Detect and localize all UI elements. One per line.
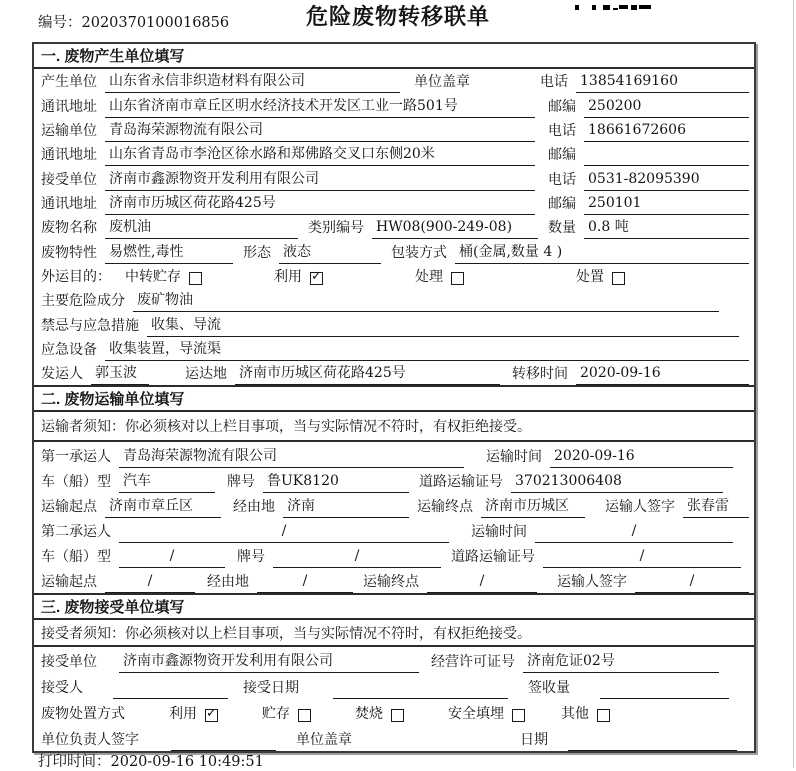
form-row — [34, 215, 754, 239]
producer-address-label: 通讯地址 — [41, 98, 97, 115]
producer-phone-value: 13854169160 — [576, 73, 749, 93]
second-carrier-value: / — [119, 523, 449, 543]
vehicle-type-label: 车（船）型 — [41, 473, 111, 490]
transport-phone-value: 18661672606 — [584, 122, 749, 142]
second-origin-value: / — [105, 573, 195, 593]
destination-label: 运达地 — [185, 366, 227, 383]
checkmark-icon: ✓ — [311, 269, 322, 285]
document-number-value: 2020370100016856 — [81, 15, 230, 31]
disposal-storage-checkbox — [298, 709, 311, 722]
second-vehicle-type-value: / — [119, 548, 225, 568]
form-row — [34, 699, 754, 725]
utilize-label: 利用 — [274, 269, 302, 286]
dispose-label: 处置 — [576, 269, 604, 286]
second-road-permit-label: 道路运输证号 — [451, 548, 535, 565]
waste-name-label: 废物名称 — [41, 220, 97, 237]
receive-postcode-label: 邮编 — [548, 196, 576, 213]
document-title: 危险废物转移联单 — [305, 4, 490, 29]
transfer-form-table — [32, 42, 756, 753]
form-row — [34, 493, 754, 518]
disposal-utilize-checkbox — [205, 705, 218, 722]
receive-phone-value: 0531-82095390 — [584, 171, 749, 191]
section-transporter — [34, 385, 754, 593]
producer-unit-value: 山东省永信非织造材料有限公司 — [105, 73, 400, 93]
transport-unit-label: 运输单位 — [41, 123, 97, 140]
license-number-value: 济南危证02号 — [523, 653, 719, 673]
date-label: 日期 — [520, 731, 548, 748]
form-row — [34, 142, 754, 166]
transfer-date-value: 2020-09-16 — [576, 365, 749, 385]
terminus-label: 运输终点 — [417, 498, 473, 515]
outbound-purpose-label: 外运目的： — [41, 269, 111, 286]
destination-value: 济南市历城区荷花路425号 — [235, 365, 500, 385]
form-row — [34, 312, 754, 336]
transit-storage-label: 中转贮存 — [125, 269, 181, 286]
receive-unit-label: 接受单位 — [41, 171, 97, 188]
origin-value: 济南市章丘区 — [105, 498, 221, 518]
waste-property-value: 易燃性,毒性 — [105, 244, 233, 264]
section-producer-header: 一. 废物产生单位填写 — [34, 44, 754, 69]
second-transporter-signature-value: / — [635, 573, 749, 593]
license-number-label: 经营许可证号 — [431, 653, 515, 670]
section-transporter-note: 运输者须知：你必须核对以上栏目事项，当与实际情况不符时，有权拒绝接受。 — [34, 412, 754, 442]
checkmark-icon: ✓ — [206, 705, 217, 721]
form-label: 形态 — [243, 244, 271, 261]
transporter-signature-value: 张春雷 — [683, 498, 749, 518]
responsible-signature-label: 单位负责人签字 — [41, 731, 139, 748]
road-permit-label: 道路运输证号 — [419, 473, 503, 490]
receive-postcode-value: 250101 — [584, 195, 749, 215]
transport-date-label: 运输时间 — [486, 448, 542, 465]
packaging-value: 桶(金属,数量 4 ) — [455, 244, 749, 264]
section-receiver — [34, 593, 754, 751]
terminus-value: 济南市历城区 — [481, 498, 585, 518]
transport-postcode-label: 邮编 — [548, 147, 576, 164]
origin-label: 运输起点 — [41, 498, 97, 515]
second-terminus-value: / — [427, 573, 537, 593]
receive-phone-label: 电话 — [548, 171, 576, 188]
disposal-other-checkbox — [597, 709, 610, 722]
form-row — [34, 191, 754, 215]
transporter-signature-label: 运输人签字 — [605, 498, 675, 515]
receive-unit-value: 济南市鑫源物资开发利用有限公司 — [105, 171, 535, 191]
form-row — [34, 543, 754, 568]
form-row — [34, 442, 754, 467]
producer-postcode-label: 邮编 — [548, 98, 576, 115]
qr-code-fragment — [575, 0, 651, 10]
second-carrier-label: 第二承运人 — [41, 523, 111, 540]
producer-postcode-value: 250200 — [584, 98, 749, 118]
received-amount-value — [600, 679, 729, 699]
disposal-incinerate-checkbox — [391, 709, 404, 722]
dispose-checkbox — [612, 272, 625, 285]
disposal-landfill-checkbox — [512, 709, 525, 722]
form-row — [34, 673, 754, 699]
disposal-utilize-label: 利用 — [169, 705, 197, 722]
form-row — [34, 647, 754, 673]
form-row — [34, 725, 754, 751]
category-code-value: HW08(900-249-08) — [372, 219, 538, 239]
date-value — [568, 731, 737, 751]
print-time-value: 2020-09-16 10:49:51 — [110, 754, 264, 770]
producer-address-value: 山东省济南市章丘区明水经济技术开发区工业一路501号 — [105, 98, 535, 118]
section-transporter-header: 二. 废物运输单位填写 — [34, 387, 754, 412]
form-row — [34, 69, 754, 93]
second-via-label: 经由地 — [207, 574, 249, 591]
receiving-unit-value: 济南市鑫源物资开发利用有限公司 — [119, 653, 419, 673]
first-carrier-label: 第一承运人 — [41, 448, 111, 465]
category-code-label: 类别编号 — [308, 220, 364, 237]
utilize-checkbox — [310, 269, 323, 285]
disposal-other-label: 其他 — [561, 705, 589, 722]
form-row — [34, 337, 754, 361]
second-plate-number-label: 牌号 — [237, 548, 265, 565]
transport-unit-value: 青岛海荣源物流有限公司 — [105, 122, 535, 142]
disposal-method-label: 废物处置方式 — [41, 705, 125, 722]
print-time-label: 打印时间： — [38, 754, 111, 770]
waste-name-value: 废机油 — [105, 219, 298, 239]
first-carrier-value: 青岛海荣源物流有限公司 — [119, 448, 464, 468]
emergency-measures-value: 收集、导流 — [147, 317, 739, 337]
second-terminus-label: 运输终点 — [363, 574, 419, 591]
main-hazard-value: 废矿物油 — [133, 292, 719, 312]
receiver-unit-seal-label: 单位盖章 — [296, 731, 352, 748]
road-permit-value: 370213006408 — [511, 473, 723, 493]
second-via-value: / — [257, 573, 353, 593]
receive-address-label: 通讯地址 — [41, 196, 97, 213]
consignor-value: 郭玉波 — [91, 365, 149, 385]
via-label: 经由地 — [233, 498, 275, 515]
form-row — [34, 93, 754, 117]
receiving-unit-label: 接受单位 — [41, 653, 97, 670]
transport-date-value: 2020-09-16 — [550, 448, 733, 468]
form-row — [34, 264, 754, 288]
receive-date-label: 接受日期 — [243, 679, 299, 696]
form-row — [34, 288, 754, 312]
transport-phone-label: 电话 — [548, 123, 576, 140]
document-number-label: 编号： — [38, 15, 82, 31]
form-row — [34, 568, 754, 593]
receiver-person-value — [113, 679, 228, 699]
producer-unit-label: 产生单位 — [41, 74, 97, 91]
treat-label: 处理 — [415, 269, 443, 286]
plate-number-value: 鲁UK8120 — [263, 473, 409, 493]
transport-address-value: 山东省青岛市李沧区徐水路和郑佛路交叉口东侧20米 — [105, 146, 535, 166]
via-value: 济南 — [283, 498, 409, 518]
producer-phone-label: 电话 — [540, 74, 568, 91]
responsible-signature-value — [171, 731, 276, 751]
disposal-landfill-label: 安全填埋 — [448, 705, 504, 722]
unit-seal-label: 单位盖章 — [414, 74, 470, 91]
treat-checkbox — [451, 272, 464, 285]
form-row — [34, 166, 754, 190]
form-value: 液态 — [279, 244, 381, 264]
received-amount-label: 签收量 — [528, 679, 570, 696]
form-row — [34, 361, 754, 385]
section-receiver-note: 接受者须知：你必须核对以上栏目事项，当与实际情况不符时，有权拒绝接受。 — [34, 620, 754, 647]
form-row — [34, 518, 754, 543]
packaging-label: 包装方式 — [391, 244, 447, 261]
receive-address-value: 济南市历城区荷花路425号 — [105, 195, 535, 215]
second-transport-date-label: 运输时间 — [471, 523, 527, 540]
second-transporter-signature-label: 运输人签字 — [557, 574, 627, 591]
consignor-label: 发运人 — [41, 366, 83, 383]
page-edge-line — [793, 0, 794, 768]
disposal-incinerate-label: 焚烧 — [355, 705, 383, 722]
emergency-equipment-value: 收集装置，导流渠 — [105, 341, 749, 361]
transit-storage-checkbox — [189, 272, 202, 285]
receiver-person-label: 接受人 — [41, 679, 83, 696]
emergency-equipment-label: 应急设备 — [41, 342, 97, 359]
transport-address-label: 通讯地址 — [41, 147, 97, 164]
second-road-permit-value: / — [543, 548, 741, 568]
transport-postcode-value — [584, 146, 749, 166]
quantity-label: 数量 — [548, 220, 576, 237]
waste-property-label: 废物特性 — [41, 244, 97, 261]
section-receiver-header: 三. 废物接受单位填写 — [34, 595, 754, 620]
section-producer — [34, 44, 754, 385]
form-row — [34, 118, 754, 142]
emergency-measures-label: 禁忌与应急措施 — [41, 317, 139, 334]
second-plate-number-value: / — [273, 548, 441, 568]
main-hazard-label: 主要危险成分 — [41, 293, 125, 310]
document-header — [0, 0, 796, 42]
form-row — [34, 239, 754, 263]
disposal-storage-label: 贮存 — [262, 705, 290, 722]
quantity-value: 0.8 吨 — [584, 219, 749, 239]
transfer-date-label: 转移时间 — [512, 366, 568, 383]
form-row — [34, 468, 754, 493]
second-origin-label: 运输起点 — [41, 574, 97, 591]
plate-number-label: 牌号 — [227, 473, 255, 490]
second-transport-date-value: / — [535, 523, 733, 543]
receive-date-value — [333, 679, 508, 699]
second-vehicle-type-label: 车（船）型 — [41, 548, 111, 565]
vehicle-type-value: 汽车 — [119, 473, 215, 493]
